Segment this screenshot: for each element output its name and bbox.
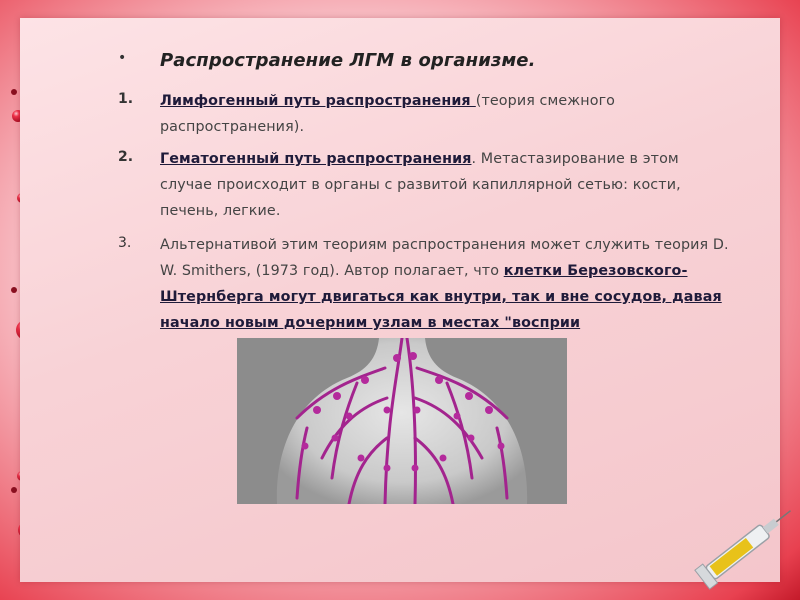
item-text	[160, 88, 730, 140]
reed-sternberg-link[interactable]: клетки Березовского-Штернберга могут двигаться как внутри, так и вне сосудов, давая начало новым дочерним узлам в местах "восприи	[160, 263, 722, 331]
slide-heading: Распространение ЛГМ в организме.	[160, 50, 536, 71]
item-body: Альтернативой этим теориям распространения может служить теория D. W. Smithers, (1973 год). Автор полагает, что	[160, 237, 729, 279]
item-number: 3.	[118, 235, 132, 251]
item-body: (теория смежного распространения).	[160, 93, 616, 135]
item-link-tail: .	[471, 151, 481, 167]
item-text	[160, 232, 730, 336]
lymphatic-system-image	[237, 338, 567, 504]
lymphogenic-link[interactable]: Лимфогенный путь распространения	[160, 93, 476, 109]
syringe-decoration	[690, 490, 800, 600]
item-body: Метастазирование в этом случае происходит в органы с развитой капиллярной сетью: кости, печень, легкие.	[160, 151, 681, 219]
item-text	[160, 146, 730, 224]
heading-bullet: •	[118, 50, 127, 66]
hematogenous-link[interactable]: Гематогенный путь распространения	[160, 151, 472, 167]
torso-illustration	[237, 338, 567, 504]
item-number: 1.	[118, 91, 134, 107]
item-number: 2.	[118, 149, 134, 165]
